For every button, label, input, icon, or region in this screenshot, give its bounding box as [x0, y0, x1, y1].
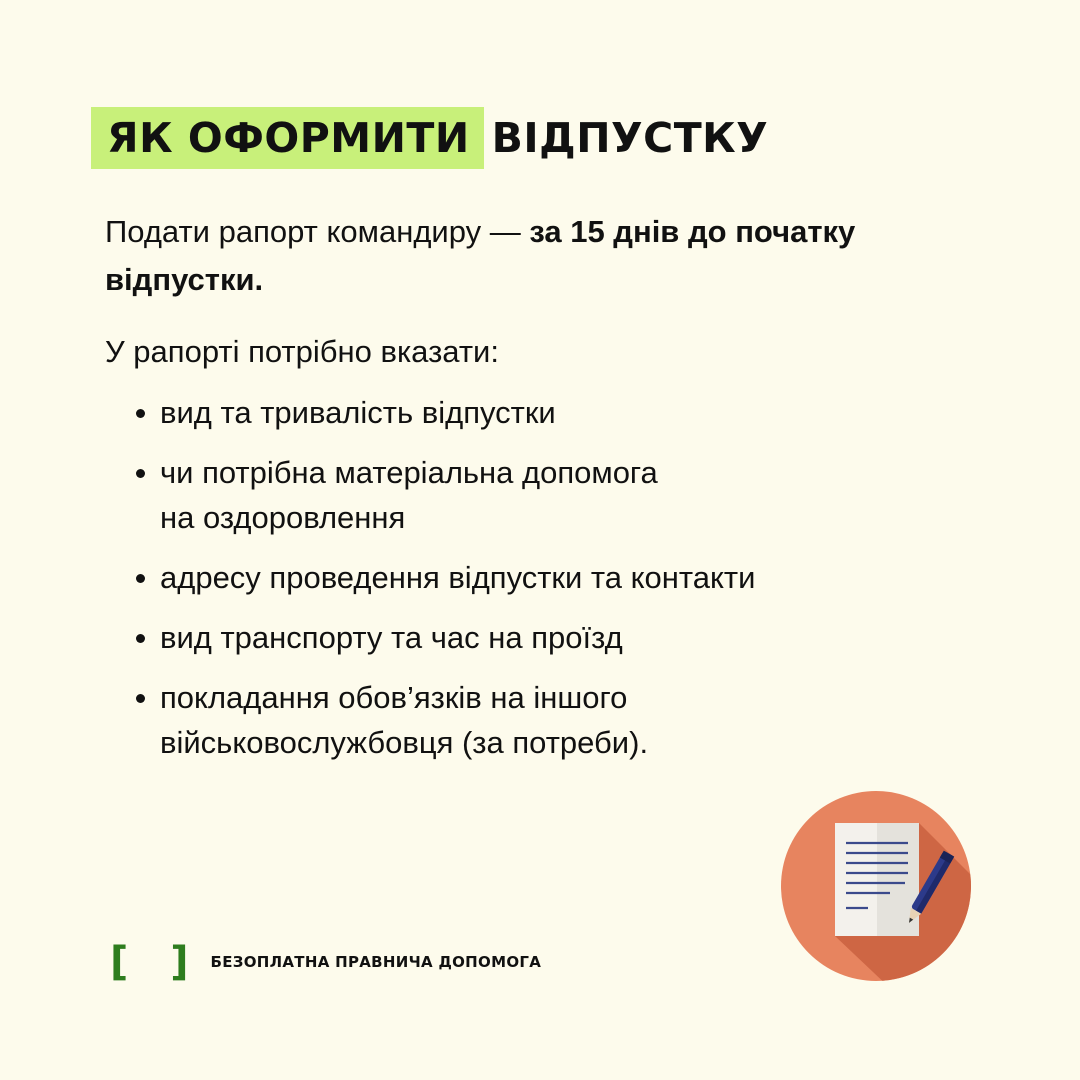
bullet-icon	[136, 469, 145, 478]
bullet-icon	[136, 634, 145, 643]
title-rest: ВІДПУСТКУ	[491, 114, 769, 162]
list-item-text: адресу проведення відпустки та контакти	[160, 560, 756, 595]
list-item-text-continued: військовослужбовця (за потреби).	[160, 725, 649, 760]
bullet-icon	[136, 409, 145, 418]
list-item-text-continued: на оздоровлення	[160, 500, 406, 535]
org-name: БЕЗОПЛАТНА ПРАВНИЧА ДОПОМОГА	[210, 953, 542, 971]
intro-text	[105, 208, 965, 304]
list-item	[130, 450, 890, 540]
bullet-icon	[136, 694, 145, 703]
page-title	[91, 107, 768, 169]
list-item	[130, 555, 890, 600]
list-item-text: вид транспорту та час на проїзд	[160, 620, 623, 655]
list-item	[130, 615, 890, 660]
list-item	[130, 675, 890, 765]
bullet-icon	[136, 574, 145, 583]
list-item-text: покладання обов’язків на іншого	[160, 680, 628, 715]
title-highlight: ЯК ОФОРМИТИ	[91, 107, 484, 169]
subheading: У рапорті потрібно вказати:	[105, 334, 499, 369]
intro-bold: за 15 днів до початку відпустки.	[105, 214, 856, 297]
list-item-text: чи потрібна матеріальна допомога	[160, 455, 658, 490]
list-item	[130, 390, 890, 435]
list-item-text: вид та тривалість відпустки	[160, 395, 556, 430]
intro-normal: Подати рапорт командиру —	[105, 214, 530, 249]
footer-logo	[110, 939, 542, 985]
logo-brackets-icon: [ ]	[110, 939, 203, 985]
requirements-list	[130, 390, 890, 780]
document-with-pen-icon	[780, 790, 972, 982]
